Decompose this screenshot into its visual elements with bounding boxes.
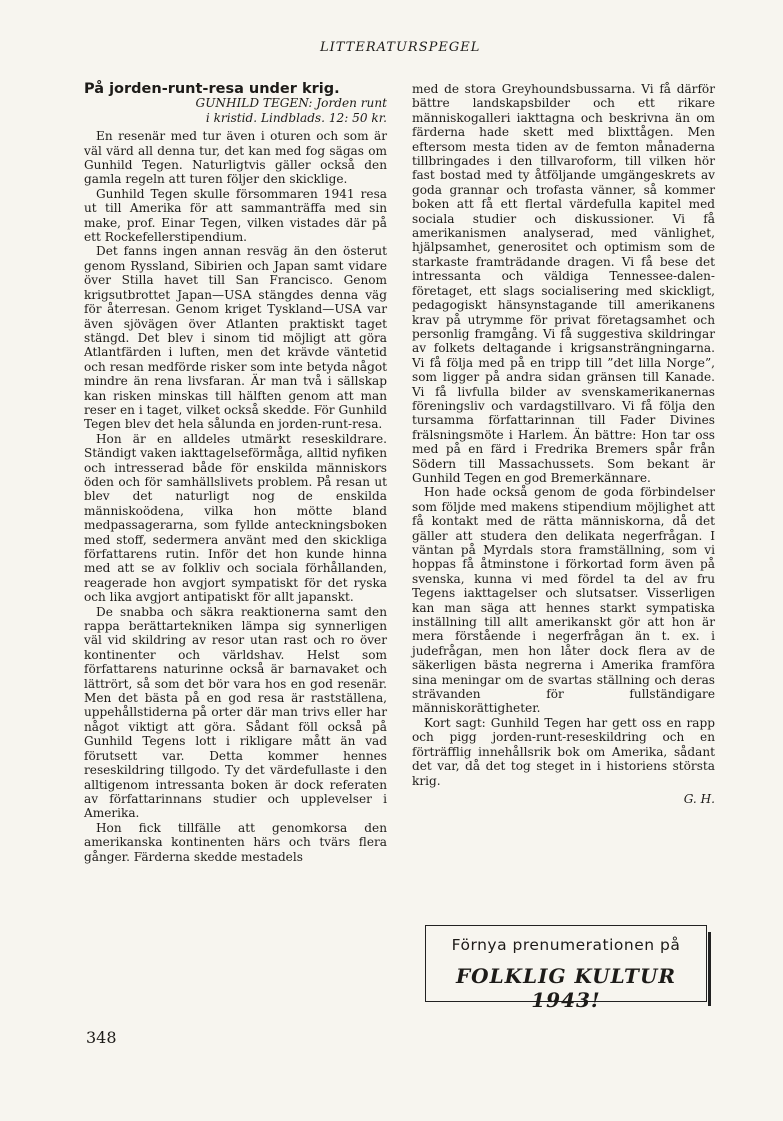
- book-citation-line-1: GUNHILD TEGEN: Jorden runt: [195, 96, 387, 111]
- ad-text-line-1: Förnya prenumerationen på: [451, 936, 681, 954]
- paragraph: Kort sagt: Gunhild Tegen har gett oss en rapp och pigg jorden-runt-reseskildring och en förträfflig innehållsrik bok om Amerika, sådant det var, då det tog steget in i historiens största krig.: [412, 715, 715, 788]
- subscription-ad-box: [425, 925, 707, 1012]
- book-citation-line-2: i kristid. Lindblads. 12: 50 kr.: [205, 110, 387, 125]
- running-header: LITTERATURSPEGEL: [320, 40, 481, 55]
- paragraph: En resenär med tur även i oturen och som är väl värd all denna tur, det kan med fog sägas om Gunhild Tegen. Naturligtvis gäller också den gamla regeln att turen följer den skicklige.: [84, 129, 387, 187]
- ad-text-line-2: FOLKLIG KULTUR 1943!: [455, 964, 676, 1012]
- paragraph: Hon fick tillfälle att genomkorsa den amerikanska kontinenten härs och tvärs flera gånger. Färderna skedde mestadels: [84, 820, 387, 864]
- left-column: [84, 82, 387, 864]
- article-title: På jorden-runt-resa under krig.: [84, 81, 340, 97]
- paragraph: med de stora Greyhoundsbussarna. Vi få därför bättre landskapsbilder och ett rikare människogalleri iakttagna och beskrivna än om färderna hade skett med blixttågen. Men eftersom mesta tiden av de femton månaderna tillbringades i den tillvaroform, till vilken hör fast bostad med ty åtföljande umgängeskrets av goda grannar och trofasta vänner, så kommer boken att få ett flertal värdefulla kapitel med sociala studier och diskussioner. Vi få amerikanismen analyserad, med vänlighet, hjälpsamhet, generositet och optimism som de starkaste framträdande dragen. Vi få bese det intressanta och väldiga Tennessee-dalen-företaget, ett slags socialisering med skickligt, pedagogiskt hänsynstagande till amerikanens krav på utrymme för privat företagsamhet och personlig framgång. Vi få suggestiva skildringar av folkets deltagande i krigsansträngningarna. Vi få följa med på en tripp till ”det lilla Norge”, som ligger på andra sidan gränsen till Kanade. Vi få livfulla bilder av svenskamerikanernas föreningsliv och vardagstillvaro. Vi få följa den tursamma författarinnan till Fader Divines frälsningsmöte i Harlem. Än bättre: Hon tar oss med på en färd i Fredrika Bremers spår från Södern till Massachussets. Som bekant är Gunhild Tegen en god Bremerkännare.: [412, 82, 715, 485]
- paragraph: De snabba och säkra reaktionerna samt den rappa berättartekniken lämpa sig synnerligen väl vid skildring av resor utan rast och ro över kontinenter och världshav. Helst som författarens naturinne också är barnavaket och lättrört, så som det bör vara hos en god resenär. Men det bästa på en god resa är rastställena, uppehållstiderna på orter där man trivs eller har något viktigt att göra. Sådant föll också på Gunhild Tegens lott i rikligare mått än vad förutsett var. Detta kommer hennes reseskildring tillgodo. Ty det värdefullaste i den alltigenom intressanta boken är dock referaten av författarinnans studier och upplevelser i Amerika.: [84, 604, 387, 821]
- page-number: 348: [86, 1028, 117, 1047]
- paragraph: Gunhild Tegen skulle försommaren 1941 resa ut till Amerika för att sammanträffa med sin make, prof. Einar Tegen, vilken vistades där på ett Rockefellerstipendium.: [84, 186, 387, 245]
- paragraph: Hon är en alldeles utmärkt reseskildrare. Ständigt vaken iakttagelseförmåga, alltid nyfiken och intresserad både för enskilda människors öden och för samhällslivets problem. På resan ut blev det naturligt nog de enskilda människoödena, vilka hon mötte bland medpassagerarna, som fyllde anteckningsboken med stoff, sedermera använt med den skickliga författarens rutin. Inför det hon kunde hinna med att se av folkliv och sociala förhållanden, reagerade hon avgjort sympatiskt för det ryska och lika avgjort antipatiskt för allt japanskt.: [84, 431, 387, 605]
- paragraph: Det fanns ingen annan resväg än den österut genom Ryssland, Sibirien och Japan samt vidare över Stilla havet till San Francisco. Genom krigsutbrottet Japan—USA stängdes denna väg för återresan. Genom kriget Tyskland—USA var även sjövägen över Atlanten praktiskt taget stängd. Det blev i sinom tid möjligt att göra Atlantfärden i luften, men det krävde väntetid och resan medförde risker som inte betyda något mindre än rena livsfaran. Är man två i sällskap kan risken minskas till hälften genom att man reser en i taget, vilket också skedde. För Gunhild Tegen blev det hela sålunda en jorden-runt-resa.: [84, 244, 387, 432]
- paragraph: Hon hade också genom de goda förbindelser som följde med makens stipendium möjlighet att få kontakt med de rätta människorna, då det gäller att studera den delikata negerfrågan. I väntan på Myrdals stora framställning, som vi hoppas få åtminstone i förkortad form även på svenska, kunna vi med fördel ta del av fru Tegens iakttagelser och slutsatser. Visserligen kan man säga att hennes starkt sympatiska inställning till allt amerikanskt gör att hon är mera förstående i negerfrågan än t. ex. i judefrågan, men hon låter dock flera av de säkerligen bästa negrerna i Amerika framföra sina meningar om de svartas ställning och deras strävanden för fullständigare människorättigheter.: [412, 485, 715, 716]
- right-column: [412, 82, 715, 806]
- signature: G. H.: [683, 791, 715, 806]
